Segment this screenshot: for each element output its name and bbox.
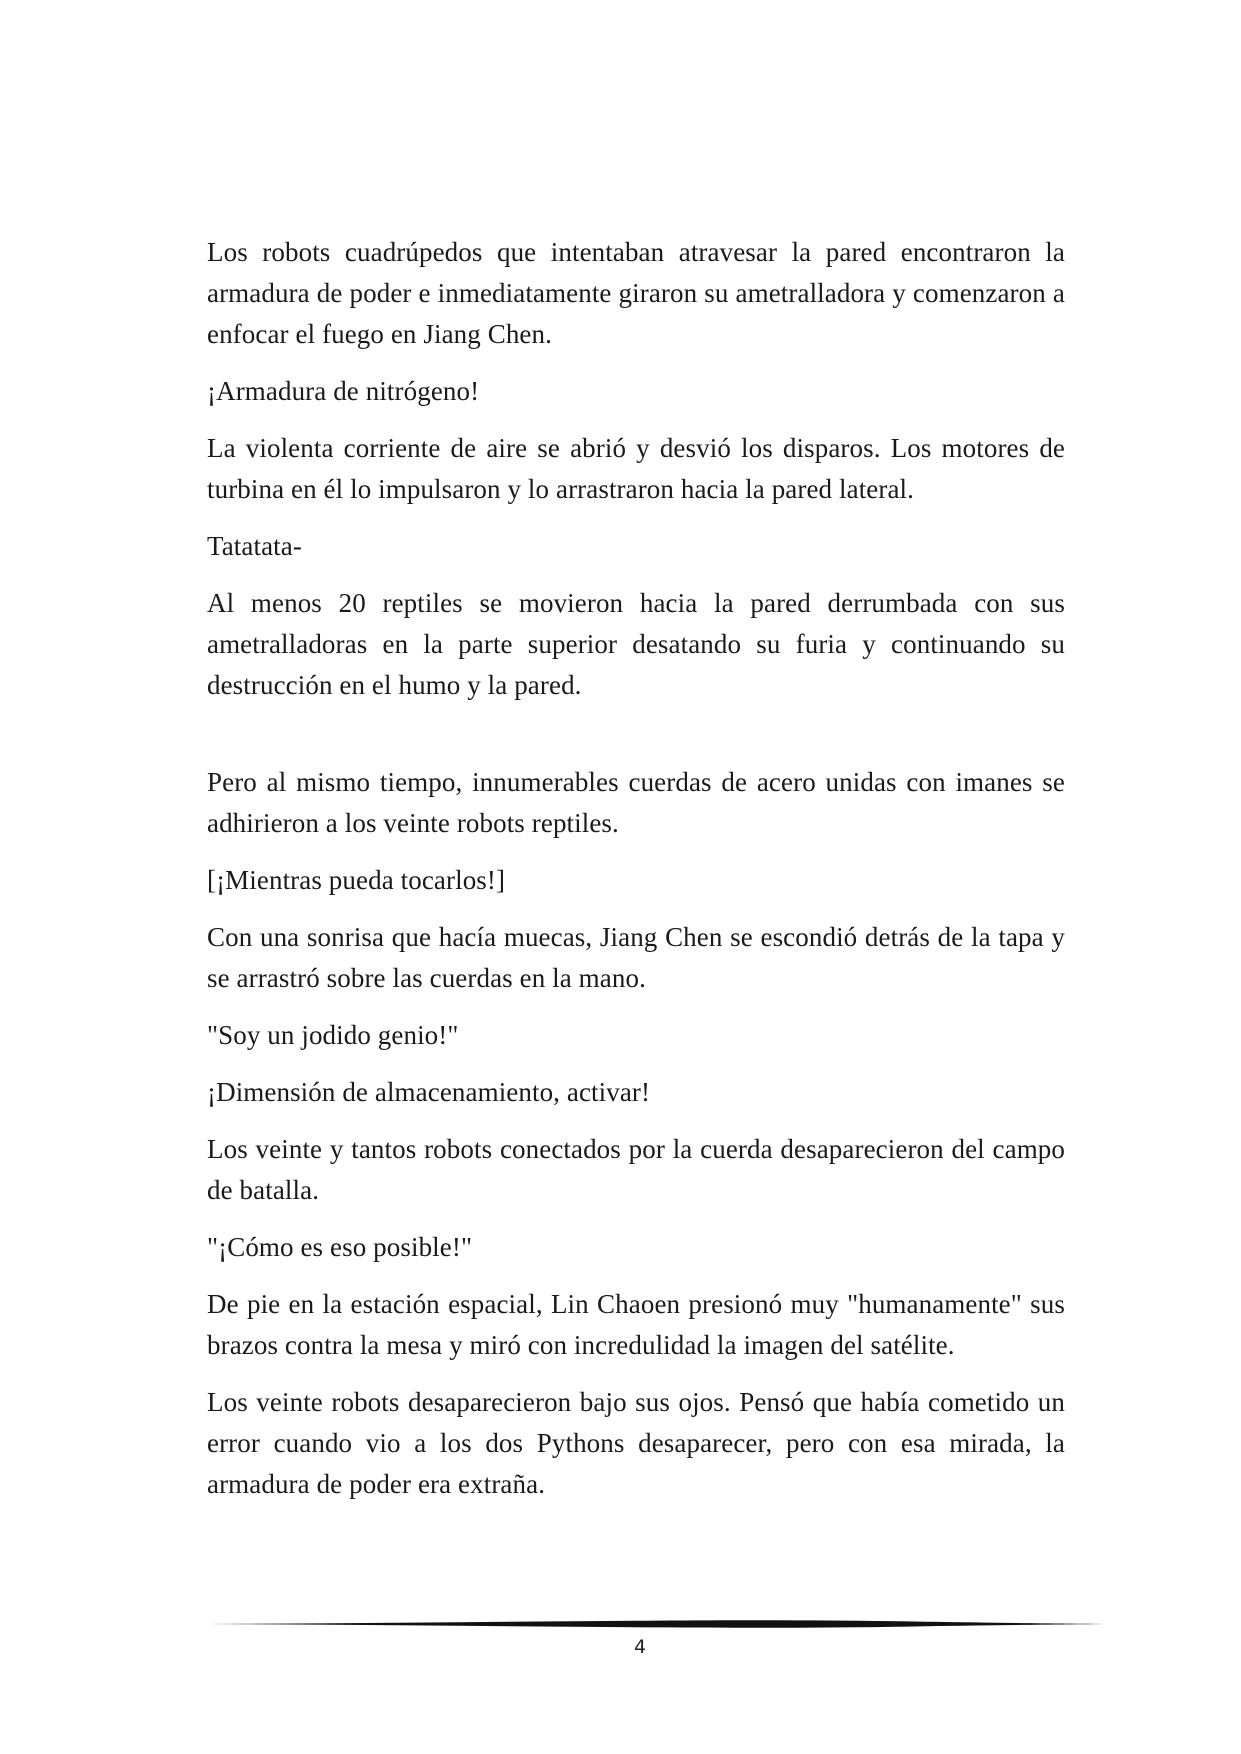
page-body xyxy=(207,232,1065,1521)
footer-divider xyxy=(207,1618,1107,1630)
paragraph: Tatatata- xyxy=(207,531,302,561)
paragraph: Los veinte y tantos robots conectados por la cuerda desaparecieron del campo de batalla. xyxy=(207,1134,1065,1205)
paragraph: Los robots cuadrúpedos que intentaban atravesar la pared encontraron la armadura de poder e inmediatamente giraron su ametralladora y comenzaron a enfocar el fuego en Jiang Chen. xyxy=(207,237,1065,349)
paragraph: La violenta corriente de aire se abrió y desvió los disparos. Los motores de turbina en él lo impulsaron y lo arrastraron hacia la pared lateral. xyxy=(207,433,1065,504)
page-number: 4 xyxy=(633,1636,647,1658)
paragraph: Pero al mismo tiempo, innumerables cuerdas de acero unidas con imanes se adhirieron a los veinte robots reptiles. xyxy=(207,767,1065,838)
paragraph: "¡Cómo es eso posible!" xyxy=(207,1232,473,1262)
paragraph: Con una sonrisa que hacía muecas, Jiang Chen se escondió detrás de la tapa y se arrastró sobre las cuerdas en la mano. xyxy=(207,922,1065,993)
paragraph: ¡Armadura de nitrógeno! xyxy=(207,376,480,406)
paragraph: De pie en la estación espacial, Lin Chaoen presionó muy "humanamente" sus brazos contra la mesa y miró con incredulidad la imagen del satélite. xyxy=(207,1289,1065,1360)
paragraph: [¡Mientras pueda tocarlos!] xyxy=(207,865,506,895)
paragraph: Al menos 20 reptiles se movieron hacia la pared derrumbada con sus ametralladoras en la parte superior desatando su furia y continuando su destrucción en el humo y la pared. xyxy=(207,588,1065,700)
paragraph: "Soy un jodido genio!" xyxy=(207,1020,459,1050)
paragraph: ¡Dimensión de almacenamiento, activar! xyxy=(207,1077,651,1107)
paragraph: Los veinte robots desaparecieron bajo sus ojos. Pensó que había cometido un error cuando vio a los dos Pythons desaparecer, pero con esa mirada, la armadura de poder era extraña. xyxy=(207,1387,1065,1499)
